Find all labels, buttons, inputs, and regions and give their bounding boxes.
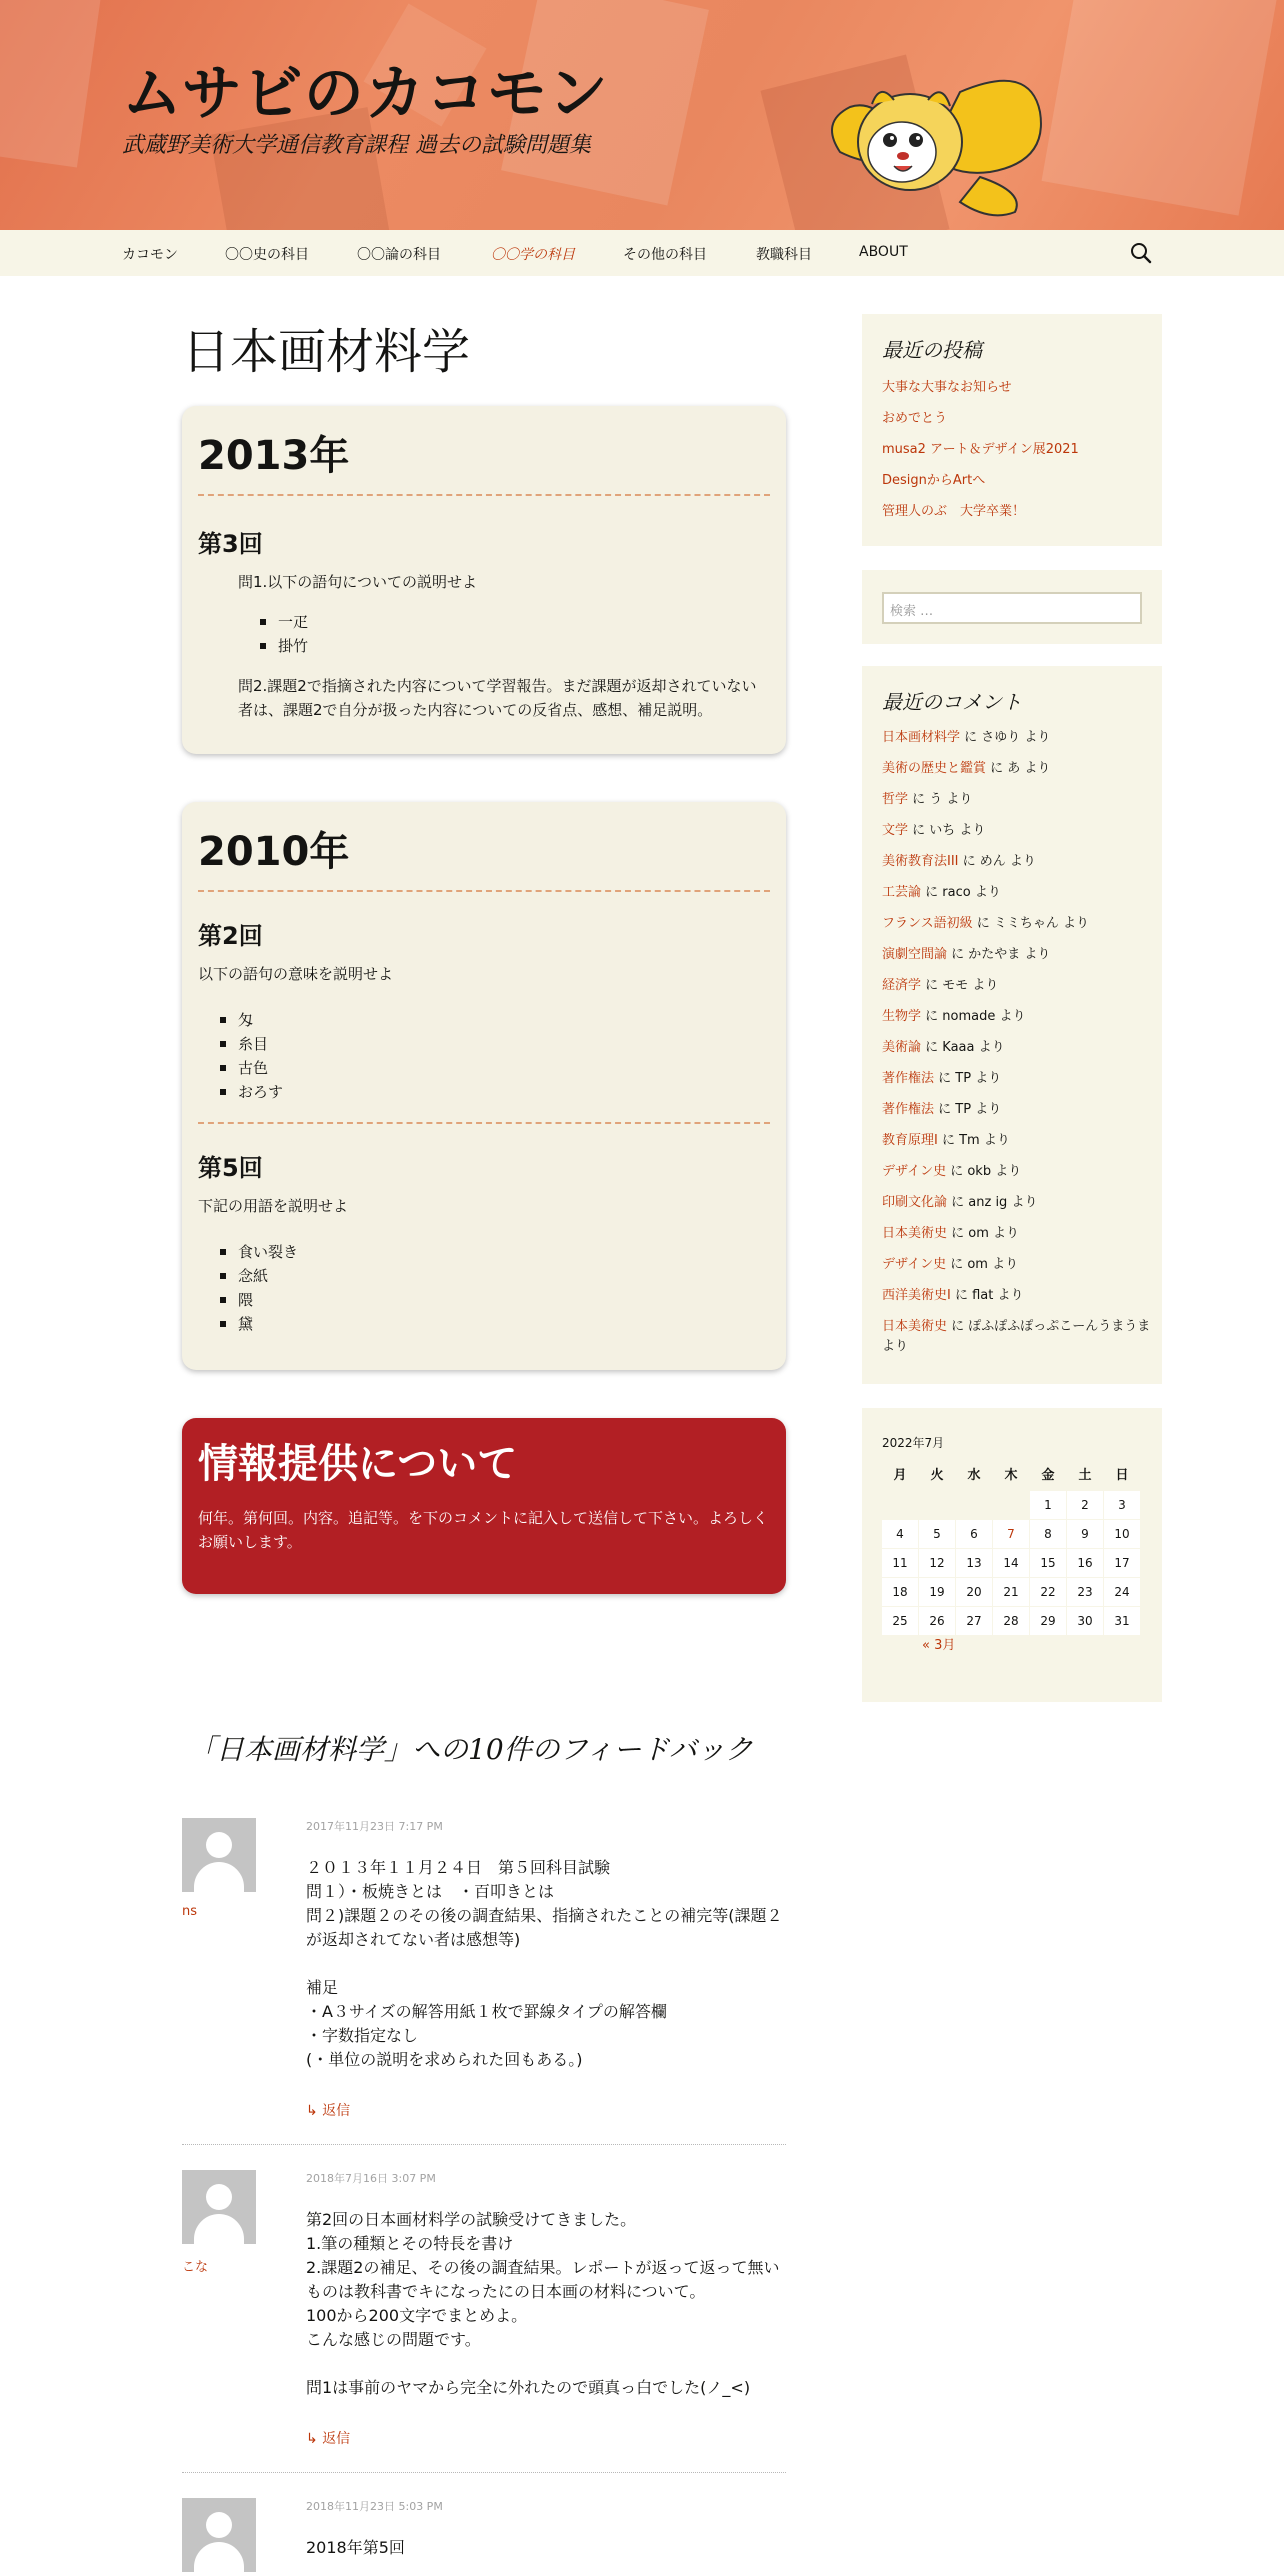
recent-comment-item — [882, 1224, 1152, 1244]
recent-post-link[interactable]: 大事な大事なお知らせ — [882, 380, 1012, 395]
recent-comment-post-link[interactable]: 哲学 — [882, 792, 909, 807]
recent-comment-post-link[interactable]: 工芸論 — [882, 885, 922, 900]
comment-body — [306, 2536, 786, 2560]
recent-comments-widget — [862, 666, 1162, 1384]
recent-comment-post-link[interactable]: 日本美術史 — [882, 1226, 948, 1241]
calendar-day: 28 — [993, 1607, 1029, 1635]
exam-term-list — [238, 1008, 283, 1104]
header-background-decoration — [1042, 0, 1279, 216]
calendar-day: 12 — [919, 1549, 955, 1577]
recent-comment-item — [882, 883, 1152, 903]
calendar-weekday-header: 水 — [967, 1468, 981, 1483]
calendar-day: 24 — [1104, 1578, 1140, 1606]
exam-card-2010 — [182, 802, 786, 1370]
recent-comment-author: に TP より — [934, 1071, 1002, 1086]
recent-comment-item — [882, 1286, 1152, 1306]
recent-comment-post-link[interactable]: 文学 — [882, 823, 909, 838]
calendar-widget — [862, 1408, 1162, 1702]
recent-comment-author: に flat より — [950, 1288, 1024, 1303]
nav-item-history-subjects[interactable]: 〇〇史の科目 — [225, 247, 309, 263]
recent-comment-item — [882, 759, 1152, 779]
recent-post-link[interactable]: musa2 アート＆デザイン展2021 — [882, 442, 1079, 457]
calendar-weekday-header: 金 — [1041, 1468, 1055, 1483]
recent-comment-post-link[interactable]: デザイン史 — [882, 1164, 947, 1179]
recent-comment-item — [882, 1317, 1152, 1357]
comment-author[interactable]: こな — [182, 2260, 209, 2275]
exam-question: 問2.課題2で指摘された内容について学習報告。まだ課題が返却されていない者は、課題2で自分が扱った内容についての反省点、感想、補足説明。 — [238, 677, 757, 719]
recent-comment-item — [882, 790, 1152, 810]
site-header — [0, 0, 1284, 230]
calendar-day: 15 — [1030, 1549, 1066, 1577]
exam-session-heading: 第5回 — [198, 1154, 263, 1182]
dashed-divider — [198, 890, 770, 892]
recent-comment-item — [882, 1193, 1152, 1213]
recent-comment-post-link[interactable]: 著作権法 — [882, 1102, 935, 1117]
calendar-day: 10 — [1104, 1520, 1140, 1548]
calendar-day: 25 — [882, 1607, 918, 1635]
exam-year-heading: 2010年 — [198, 829, 350, 875]
recent-post-link[interactable]: 管理人のぶ 大学卒業！ — [882, 504, 1026, 519]
nav-item-teaching-subjects[interactable]: 教職科目 — [756, 247, 812, 263]
recent-comment-author: に okb より — [946, 1164, 1022, 1179]
recent-comment-author: に om より — [946, 1257, 1019, 1272]
calendar-day: 17 — [1104, 1549, 1140, 1577]
exam-session-heading: 第3回 — [198, 530, 263, 558]
calendar-day: 4 — [882, 1520, 918, 1548]
recent-comment-post-link[interactable]: 印刷文化論 — [882, 1195, 948, 1210]
nav-item-theory-subjects[interactable]: 〇〇論の科目 — [357, 247, 441, 263]
reply-arrow-icon: ↳ — [306, 2431, 323, 2447]
info-box-title: 情報提供について — [198, 1441, 518, 1487]
list-item: 一疋 — [278, 610, 308, 634]
calendar-weekday-header: 火 — [930, 1468, 944, 1483]
header-background-decoration — [0, 0, 102, 167]
dashed-divider — [198, 494, 770, 496]
list-item: 糸目 — [238, 1032, 283, 1056]
recent-comment-author: に いち より — [908, 823, 986, 838]
comment-line: ・A３サイズの解答用紙１枚で罫線タイプの解答欄 — [306, 2002, 667, 2021]
recent-post-link[interactable]: DesignからArtへ — [882, 473, 986, 488]
calendar-day: 11 — [882, 1549, 918, 1577]
page-title: 日本画材料学 — [182, 324, 471, 380]
calendar-weekday-header: 土 — [1078, 1468, 1092, 1483]
comment-date[interactable]: 2017年11月23日 7:17 PM — [306, 1820, 443, 1833]
recent-comment-item — [882, 1100, 1152, 1120]
site-description: 武蔵野美術大学通信教育課程 過去の試験問題集 — [122, 133, 591, 158]
calendar-day — [956, 1491, 992, 1519]
comments-title: 「日本画材料学」への10件のフィードバック — [188, 1733, 753, 1766]
calendar-day: 13 — [956, 1549, 992, 1577]
list-item: 匁 — [238, 1008, 283, 1032]
main-navigation — [0, 230, 1284, 276]
recent-comment-item — [882, 1162, 1152, 1182]
recent-comment-post-link[interactable]: 生物学 — [882, 1009, 922, 1024]
nav-item-about[interactable]: ABOUT — [859, 244, 908, 260]
recent-comment-post-link[interactable]: 西洋美術史Ⅰ — [882, 1288, 951, 1303]
recent-post-link[interactable]: おめでとう — [882, 411, 948, 426]
recent-comment-post-link[interactable]: 美術の歴史と鑑賞 — [882, 761, 987, 776]
list-item: 古色 — [238, 1056, 283, 1080]
recent-comment-item — [882, 945, 1152, 965]
calendar-day: 22 — [1030, 1578, 1066, 1606]
calendar-weekday-header: 月 — [893, 1468, 907, 1483]
avatar — [182, 2498, 256, 2572]
list-item: 黛 — [238, 1312, 298, 1336]
info-box-text: 何年。第何回。内容。追記等。を下のコメントに記入して送信して下さい。よろしくお願いします。 — [198, 1509, 769, 1551]
comment-line: 問２)課題２のその後の調査結果、指摘されたことの補完等(課題２が返却されてない者は感想等) — [306, 1906, 783, 1949]
recent-comment-item — [882, 821, 1152, 841]
comment-body — [306, 2208, 786, 2400]
recent-comment-author: に TP より — [934, 1102, 1002, 1117]
calendar-day: 31 — [1104, 1607, 1140, 1635]
calendar-day-link[interactable]: 7 — [993, 1520, 1029, 1548]
recent-comment-post-link[interactable]: 日本画材料学 — [882, 730, 961, 745]
calendar-day: 26 — [919, 1607, 955, 1635]
comment-line: 2018年第5回 — [306, 2538, 405, 2557]
calendar-day: 2 — [1067, 1491, 1103, 1519]
recent-comment-author: に ミミちゃん より — [972, 916, 1090, 931]
nav-item-science-subjects[interactable]: 〇〇学の科目 — [491, 247, 575, 263]
calendar-day: 14 — [993, 1549, 1029, 1577]
recent-comment-author: に nomade より — [921, 1009, 1026, 1024]
list-item: 食い裂き — [238, 1240, 298, 1264]
calendar-prev-month-link[interactable]: « 3月 — [922, 1638, 956, 1653]
recent-comment-author: に さゆり より — [960, 730, 1051, 745]
nav-item-other-subjects[interactable]: その他の科目 — [623, 247, 707, 263]
recent-comment-post-link[interactable]: 美術教育法III — [882, 854, 959, 869]
search-widget — [862, 570, 1162, 644]
comment-line: 補足 — [306, 1978, 339, 1997]
reply-link[interactable] — [306, 2428, 350, 2448]
list-item: 掛竹 — [278, 634, 308, 658]
recent-comment-author: に Tm より — [937, 1133, 1010, 1148]
list-item: おろす — [238, 1080, 283, 1104]
recent-comment-post-link[interactable]: 美術論 — [882, 1040, 922, 1055]
info-provision-box — [182, 1418, 786, 1594]
recent-comment-post-link[interactable]: 日本美術史 — [882, 1319, 948, 1334]
calendar-day: 9 — [1067, 1520, 1103, 1548]
recent-comment-post-link[interactable]: 演劇空間論 — [882, 947, 948, 962]
calendar-weekday-header: 日 — [1115, 1468, 1129, 1483]
comment-line — [306, 2352, 786, 2376]
comment-line: 第2回の日本画材料学の試験受けてきました。 — [306, 2210, 637, 2229]
reply-label: 返信 — [322, 2103, 351, 2119]
recent-comment-author: に Kaaa より — [921, 1040, 1005, 1055]
recent-comment-item — [882, 1255, 1152, 1275]
widget-title: 最近の投稿 — [882, 338, 982, 362]
calendar-day — [993, 1491, 1029, 1519]
calendar-day: 8 — [1030, 1520, 1066, 1548]
comment-separator — [182, 2472, 786, 2473]
calendar-day: 21 — [993, 1578, 1029, 1606]
exam-session-heading: 第2回 — [198, 922, 263, 950]
recent-comment-post-link[interactable]: フランス語初級 — [882, 916, 973, 931]
exam-term-list — [278, 610, 308, 658]
calendar-day: 16 — [1067, 1549, 1103, 1577]
exam-question: 問1.以下の語句についての説明せよ — [238, 573, 478, 591]
calendar-day: 29 — [1030, 1607, 1066, 1635]
recent-comment-author: に om より — [947, 1226, 1020, 1241]
recent-comment-author: に う より — [908, 792, 973, 807]
calendar-day: 3 — [1104, 1491, 1140, 1519]
reply-link[interactable] — [306, 2100, 350, 2120]
calendar-day: 30 — [1067, 1607, 1103, 1635]
list-item: 隈 — [238, 1288, 298, 1312]
calendar-caption: 2022年7月 — [882, 1436, 945, 1450]
comment-line: ・字数指定なし — [306, 2026, 419, 2045]
recent-comment-item — [882, 728, 1152, 748]
comment-line — [306, 1952, 786, 1976]
comment — [182, 2498, 786, 2568]
comment-body — [306, 1856, 786, 2072]
comment-date[interactable]: 2018年11月23日 5:03 PM — [306, 2500, 443, 2513]
recent-posts-widget — [862, 314, 1162, 546]
recent-comment-author: に anz ig より — [947, 1195, 1038, 1210]
recent-comment-item — [882, 1038, 1152, 1058]
recent-comment-post-link[interactable]: デザイン史 — [882, 1257, 947, 1272]
recent-comment-author: に モモ より — [921, 978, 999, 993]
avatar — [182, 2170, 256, 2244]
calendar-day: 20 — [956, 1578, 992, 1606]
comment — [182, 1818, 786, 2138]
dashed-divider — [198, 1122, 770, 1124]
list-item: 念紙 — [238, 1264, 298, 1288]
calendar-day: 6 — [956, 1520, 992, 1548]
recent-comment-item — [882, 852, 1152, 872]
comment-line: ２０１３年１１月２４日 第５回科目試験 — [306, 1858, 611, 1877]
calendar-day: 27 — [956, 1607, 992, 1635]
comment-line: 問１）・板焼きとは ・百叩きとは — [306, 1882, 555, 1901]
calendar-weekday-header: 木 — [1004, 1468, 1018, 1483]
recent-comment-author: に あ より — [986, 761, 1051, 776]
recent-comment-author: に ぽふぽふぽっぷこーんうまうまより — [882, 1319, 1151, 1354]
comment-line: こんな感じの問題です。 — [306, 2330, 481, 2349]
recent-comment-item — [882, 976, 1152, 996]
nav-item-kakomon[interactable]: カコモン — [122, 247, 178, 263]
recent-comment-item — [882, 914, 1152, 934]
exam-question: 以下の語句の意味を説明せよ — [198, 965, 394, 983]
search-input[interactable]: 検索 … — [882, 592, 1142, 624]
calendar-day: 5 — [919, 1520, 955, 1548]
reply-label: 返信 — [322, 2431, 351, 2447]
recent-comment-author: に めん より — [958, 854, 1036, 869]
exam-term-list — [238, 1240, 298, 1336]
search-icon[interactable] — [1130, 242, 1152, 264]
comment-line: 1.筆の種類とその特長を書け — [306, 2234, 514, 2253]
calendar-day: 19 — [919, 1578, 955, 1606]
comment-line: 100から200文字でまとめよ。 — [306, 2306, 528, 2325]
calendar-day: 23 — [1067, 1578, 1103, 1606]
calendar-day: 1 — [1030, 1491, 1066, 1519]
exam-card-2013 — [182, 406, 786, 754]
widget-title: 最近のコメント — [882, 690, 1022, 714]
recent-comment-author: に raco より — [921, 885, 1001, 900]
recent-comment-author: に かたやま より — [947, 947, 1051, 962]
calendar-day — [919, 1491, 955, 1519]
recent-comment-item — [882, 1131, 1152, 1151]
comment-separator — [182, 2144, 786, 2145]
calendar-day — [882, 1491, 918, 1519]
comment — [182, 2170, 786, 2470]
comment-line: (・単位の説明を求められた回もある。) — [306, 2050, 583, 2069]
site-title[interactable]: ムサビのカコモン — [122, 59, 609, 129]
mascot-flying-squirrel-icon — [810, 52, 1050, 222]
calendar-day: 18 — [882, 1578, 918, 1606]
recent-comment-post-link[interactable]: 教育原理Ⅰ — [882, 1133, 938, 1148]
exam-question: 下記の用語を説明せよ — [198, 1197, 349, 1215]
exam-year-heading: 2013年 — [198, 433, 350, 479]
reply-arrow-icon: ↳ — [306, 2103, 323, 2119]
recent-comment-item — [882, 1069, 1152, 1089]
comment-date[interactable]: 2018年7月16日 3:07 PM — [306, 2172, 436, 2185]
recent-comment-item — [882, 1007, 1152, 1027]
comment-author[interactable]: ns — [182, 1904, 198, 1919]
avatar — [182, 1818, 256, 1892]
comment-line: 2.課題2の補足、その後の調査結果。レポートが返って返って無いものは教科書でキになったにの日本画の材料について。 — [306, 2258, 780, 2301]
recent-comment-post-link[interactable]: 著作権法 — [882, 1071, 935, 1086]
recent-comment-post-link[interactable]: 経済学 — [882, 978, 922, 993]
comment-line: 問1は事前のヤマから完全に外れたので頭真っ白でした(ノ_<) — [306, 2378, 751, 2397]
